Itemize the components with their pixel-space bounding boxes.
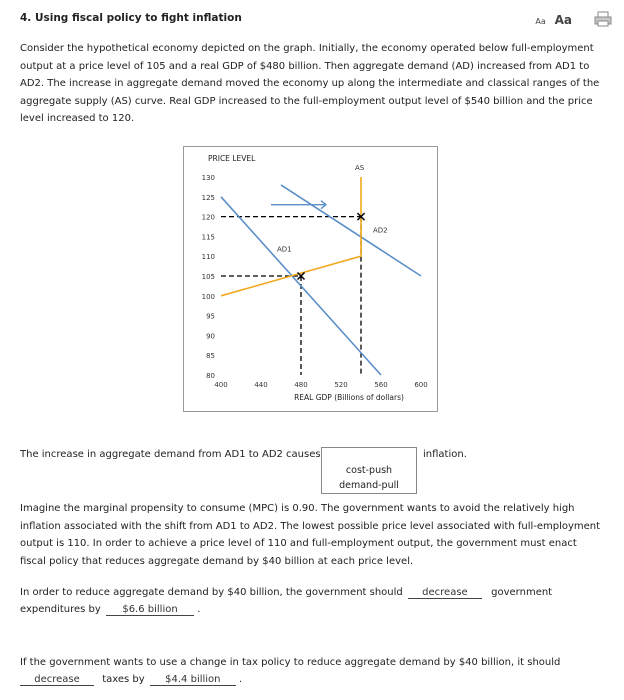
curve-as (221, 177, 361, 296)
page-title: 4. Using fiscal policy to fight inflation (20, 12, 242, 24)
y-tick-label: 105 (201, 273, 215, 281)
y-tick-label: 125 (201, 193, 215, 202)
print-icon[interactable] (594, 11, 612, 27)
font-size-controls (535, 13, 572, 27)
question3-line2 (20, 674, 242, 686)
y-tick-label: 85 (206, 352, 215, 361)
option-demand-pull[interactable]: demand-pull (339, 480, 399, 491)
question2-end: . (197, 604, 201, 615)
option-cost-push[interactable]: cost-push (345, 465, 393, 476)
curve-label-ad2: AD2 (373, 226, 388, 235)
y-tick-label: 110 (201, 253, 215, 262)
curve-label-as: AS (355, 164, 365, 172)
tax-amount-answer[interactable]: $4.4 billion (150, 674, 236, 686)
mpc-paragraph: Imagine the marginal propensity to consume (MPC) is 0.90. The government wants to avoid the relatively high inflation associated with the shift from AD1 to AD2. The lowest possible price level associated with full-employment output is 110. In order to achieve a price level of 110 and full-employment output, the government must enact fiscal policy that reduces aggregate demand by $40 billion at each price level. (20, 503, 601, 567)
x-tick-label: 520 (334, 381, 348, 389)
question3-middle: taxes by (102, 674, 145, 685)
spending-amount-answer[interactable]: $6.6 billion (106, 604, 194, 616)
question3-line1: If the government wants to use a change in tax policy to reduce aggregate demand by $40 billion, it should (20, 657, 561, 668)
x-tick-label: 480 (294, 381, 308, 389)
question3-end: . (239, 674, 243, 685)
y-tick-label: 115 (201, 233, 215, 242)
curve-label-ad1: AD1 (277, 245, 292, 254)
y-tick-label: 90 (206, 332, 215, 341)
intro-paragraph: Consider the hypothetical economy depicted on the graph. Initially, the economy operated below full-employment output at a price level of 105 and a real GDP of $480 billion. Then aggregate demand (AD) increased from AD1 to AD2. The increase in aggregate demand moved the economy up along the intermediate and classical ranges of the aggregate supply (AS) curve. Real GDP increased to the full-employment output level of $540 billion and the price level increased to 120. (20, 43, 600, 124)
y-tick-label: 130 (201, 174, 215, 182)
question2-line1 (20, 587, 552, 599)
y-tick-label: 100 (201, 292, 215, 301)
y-tick-label: 80 (206, 372, 215, 380)
question1-prefix: The increase in aggregate demand from AD1 to AD2 causes (20, 449, 321, 460)
x-tick-label: 440 (254, 381, 268, 389)
font-decrease-button[interactable]: Aa (535, 17, 546, 26)
question2-line2 (20, 604, 200, 616)
font-increase-button[interactable]: Aa (554, 13, 572, 27)
x-axis-label: REAL GDP (Billions of dollars) (294, 393, 404, 402)
x-tick-label: 400 (214, 381, 228, 389)
question2-middle: government (491, 587, 553, 598)
inflation-type-options (321, 463, 417, 494)
spending-direction-answer[interactable]: decrease (408, 587, 482, 599)
question2-prefix: In order to reduce aggregate demand by $40 billion, the government should (20, 587, 403, 598)
x-tick-label: 560 (374, 381, 388, 389)
y-tick-label: 95 (206, 312, 215, 321)
curve-ad2 (281, 185, 421, 276)
ad-as-chart (184, 147, 437, 411)
y-tick-label: 120 (201, 213, 215, 222)
x-tick-label: 600 (414, 381, 428, 389)
tax-direction-answer[interactable]: decrease (20, 674, 94, 686)
y-axis-label: PRICE LEVEL (208, 154, 256, 163)
ad-as-graph (183, 146, 438, 412)
question2-line2-prefix: expenditures by (20, 604, 101, 615)
question1-suffix: inflation. (423, 449, 467, 460)
